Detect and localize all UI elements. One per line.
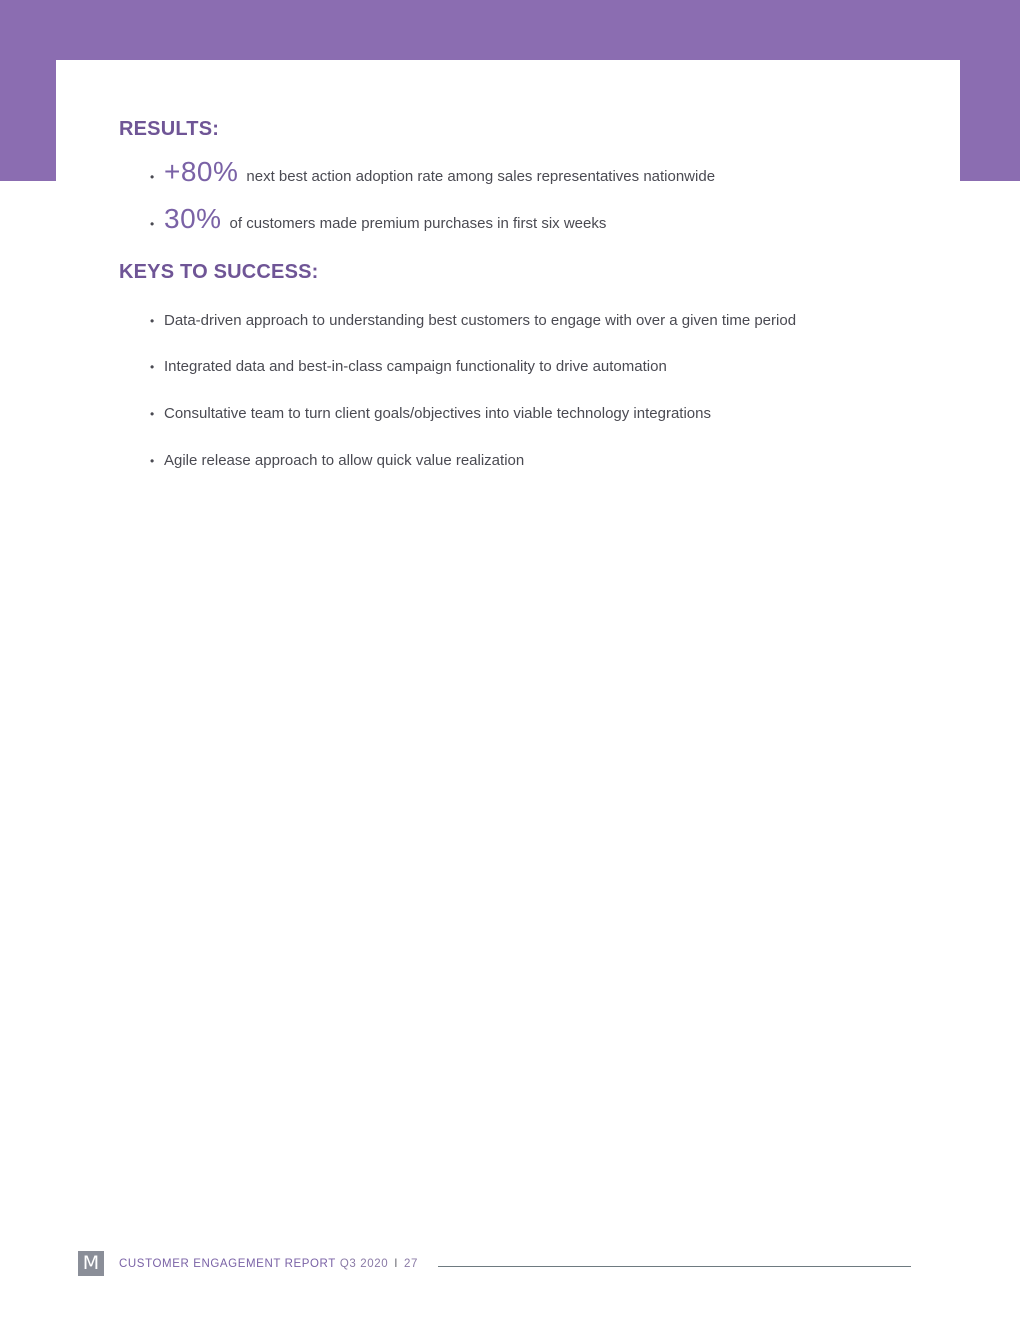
- bullet: •: [150, 407, 155, 421]
- footer-rule: [438, 1266, 911, 1267]
- content-card: [56, 60, 960, 1260]
- bullet: •: [150, 360, 155, 374]
- result-item: [150, 203, 606, 235]
- results-heading: RESULTS:: [119, 118, 220, 140]
- key-text: Data-driven approach to understanding best customers to engage with over a given time period: [164, 312, 797, 329]
- key-item: [150, 312, 796, 329]
- key-text: Integrated data and best-in-class campaign functionality to drive automation: [164, 358, 667, 375]
- footer-report-title: CUSTOMER ENGAGEMENT REPORT: [119, 1258, 336, 1270]
- result-item: [150, 156, 715, 188]
- result-value: 30%: [164, 203, 222, 234]
- footer-period: Q3 2020: [339, 1258, 389, 1270]
- keys-heading: KEYS TO SUCCESS:: [119, 261, 319, 283]
- result-description: next best action adoption rate among sales representatives nationwide: [246, 168, 716, 185]
- result-description: of customers made premium purchases in first six weeks: [229, 215, 607, 232]
- footer-caption: [119, 1258, 418, 1270]
- key-text: Consultative team to turn client goals/objectives into viable technology integrations: [164, 405, 711, 422]
- page-number: 27: [404, 1258, 419, 1270]
- bullet: •: [150, 314, 155, 328]
- bullet: •: [150, 454, 155, 468]
- key-text: Agile release approach to allow quick value realization: [164, 452, 525, 469]
- key-item: [150, 358, 667, 375]
- bullet: •: [150, 170, 155, 184]
- result-value: +80%: [164, 156, 239, 187]
- key-item: [150, 405, 711, 422]
- key-item: [150, 452, 524, 469]
- footer-separator: I: [394, 1258, 399, 1270]
- bullet: •: [150, 217, 155, 231]
- m-logo-icon: M: [78, 1251, 104, 1276]
